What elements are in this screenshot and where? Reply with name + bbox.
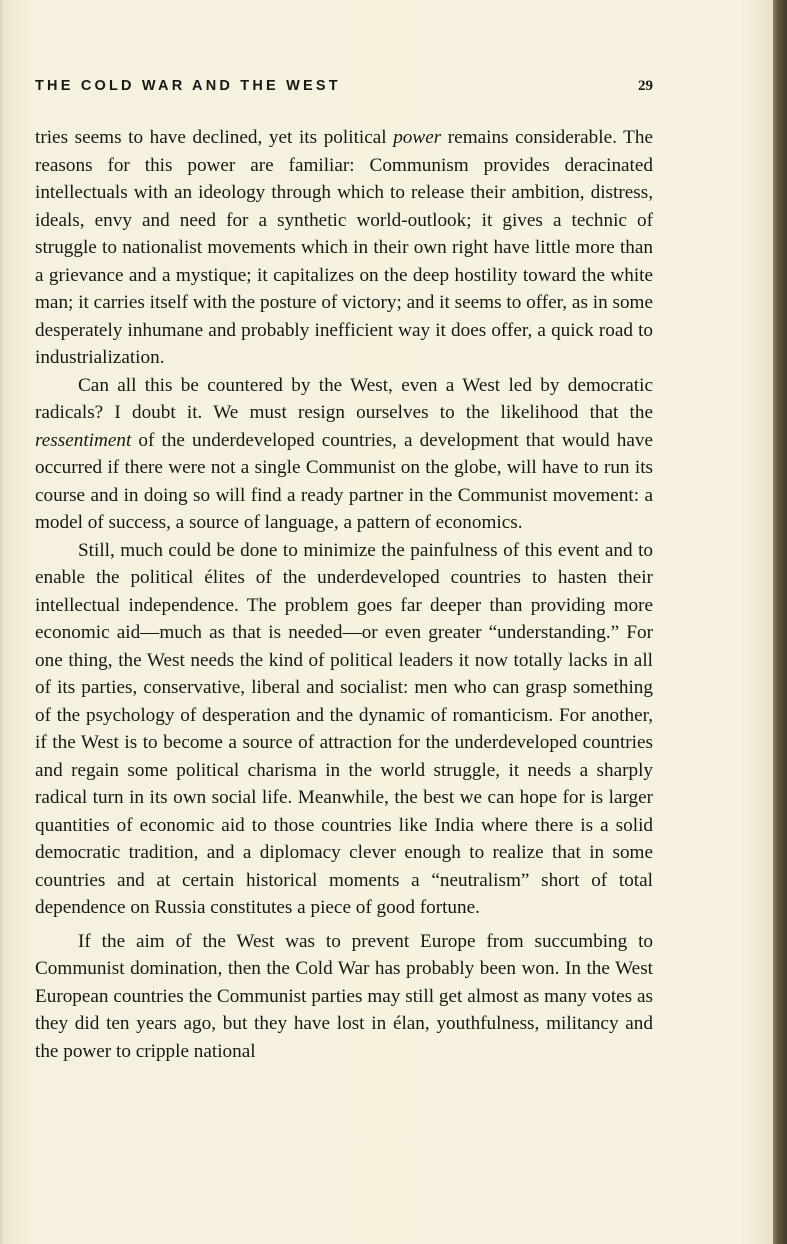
paragraph-1-segment-3: remains considerable. The reasons for this power are familiar: Communism provides deracinated intellectuals with an ideology through which to release their ambition, distress, ideals, envy and need for a synthetic world-outlook; it gives a technic of struggle to nationalist movements which in their own right have little more than a grievance and a mystique; it capitalizes on the deep hostility toward the white man; it carries itself with the posture of victory; and it seems to offer, as in some desperately inhumane and probably inefficient way it does offer, a quick road to industrialization. bbox=[35, 127, 653, 368]
body-text bbox=[35, 124, 653, 1065]
paragraph-2-segment-3: of the underdeveloped countries, a development that would have occurred if there were not a single Communist on the globe, will have to run its course and in doing so will find a ready partner in the Communist movement: a model of success, a source of language, a pattern of economics. bbox=[35, 429, 653, 533]
running-head-title: THE COLD WAR AND THE WEST bbox=[35, 78, 341, 94]
paragraph-1-italic-power: power bbox=[393, 127, 442, 148]
page-number: 29 bbox=[638, 78, 653, 94]
paragraph-1 bbox=[35, 124, 653, 372]
paragraph-2 bbox=[35, 372, 653, 537]
paragraph-3-segment-1: Still, much could be done to minimize the painfulness of this event and to enable the political élites of the underdeveloped countries to hasten their intellectual independence. The problem goes far deeper than providing more economic aid—much as that is needed—or even greater “understanding.” For one thing, the West needs the kind of political leaders it now totally lacks in all of its parties, conservative, liberal and socialist: men who can grasp something of the psychology of desperation and the dynamic of romanticism. For another, if the West is to become a source of attraction for the underdeveloped countries and regain some political charisma in the world struggle, it needs a sharply radical turn in its own social life. Meanwhile, the best we can hope for is larger quantities of economic aid to those countries like India where there is a solid democratic tradition, and a diplomacy clever enough to realize that in some countries and at certain historical moments a “neutralism” short of total dependence on Russia constitutes a piece of good fortune. bbox=[35, 539, 653, 918]
running-head bbox=[35, 76, 653, 96]
book-spine-shadow bbox=[773, 0, 787, 1244]
paragraph-1-segment-1: tries seems to have declined, yet its political bbox=[35, 127, 394, 148]
paragraph-3 bbox=[35, 537, 653, 922]
paragraph-4 bbox=[35, 928, 653, 1066]
page-left-edge bbox=[0, 0, 4, 1244]
paragraph-2-italic-ressentiment: ressentiment bbox=[35, 429, 132, 451]
paragraph-4-segment-1: If the aim of the West was to prevent Europe from succumbing to Communist domination, then the Cold War has probably been won. In the West European countries the Communist parties may still get almost as many votes as they did ten years ago, but they have lost in élan, youthfulness, militancy and the power to cripple national bbox=[35, 930, 653, 1062]
paragraph-2-segment-1: Can all this be countered by the West, even a West led by democratic radicals? I doubt it. We must resign ourselves to the likelihood that the bbox=[35, 374, 653, 423]
